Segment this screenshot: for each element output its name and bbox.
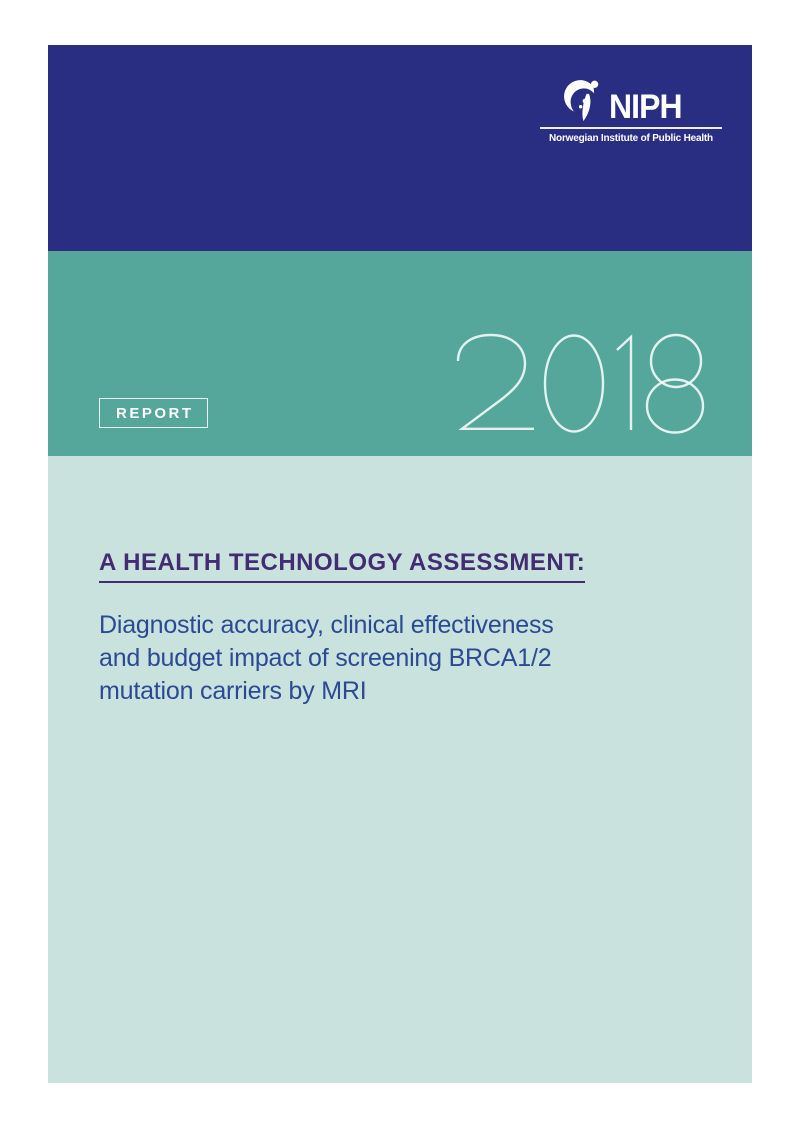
cover-sheet [48, 45, 752, 1083]
subtitle-line-1: Diagnostic accuracy, clinical effectiveness [99, 611, 554, 640]
header-band [48, 45, 752, 251]
report-badge [99, 398, 208, 428]
logo-acronym: NIPH [609, 88, 682, 127]
report-title: A HEALTH TECHNOLOGY ASSESSMENT: [99, 550, 585, 583]
logo-divider [540, 127, 722, 129]
niph-swoosh-icon [561, 77, 601, 122]
banner-band [48, 251, 752, 456]
niph-logo [540, 77, 722, 144]
report-subtitle [99, 609, 712, 708]
title-band [48, 456, 752, 1083]
year-2018-graphic [455, 333, 707, 434]
niph-logo-row [540, 77, 722, 127]
subtitle-line-2: and budget impact of screening BRCA1/2 [99, 644, 552, 673]
report-badge-label: REPORT [115, 404, 194, 422]
year-display [455, 333, 707, 434]
logo-tagline: Norwegian Institute of Public Health [549, 133, 713, 144]
subtitle-line-3: mutation carriers by MRI [99, 677, 367, 706]
